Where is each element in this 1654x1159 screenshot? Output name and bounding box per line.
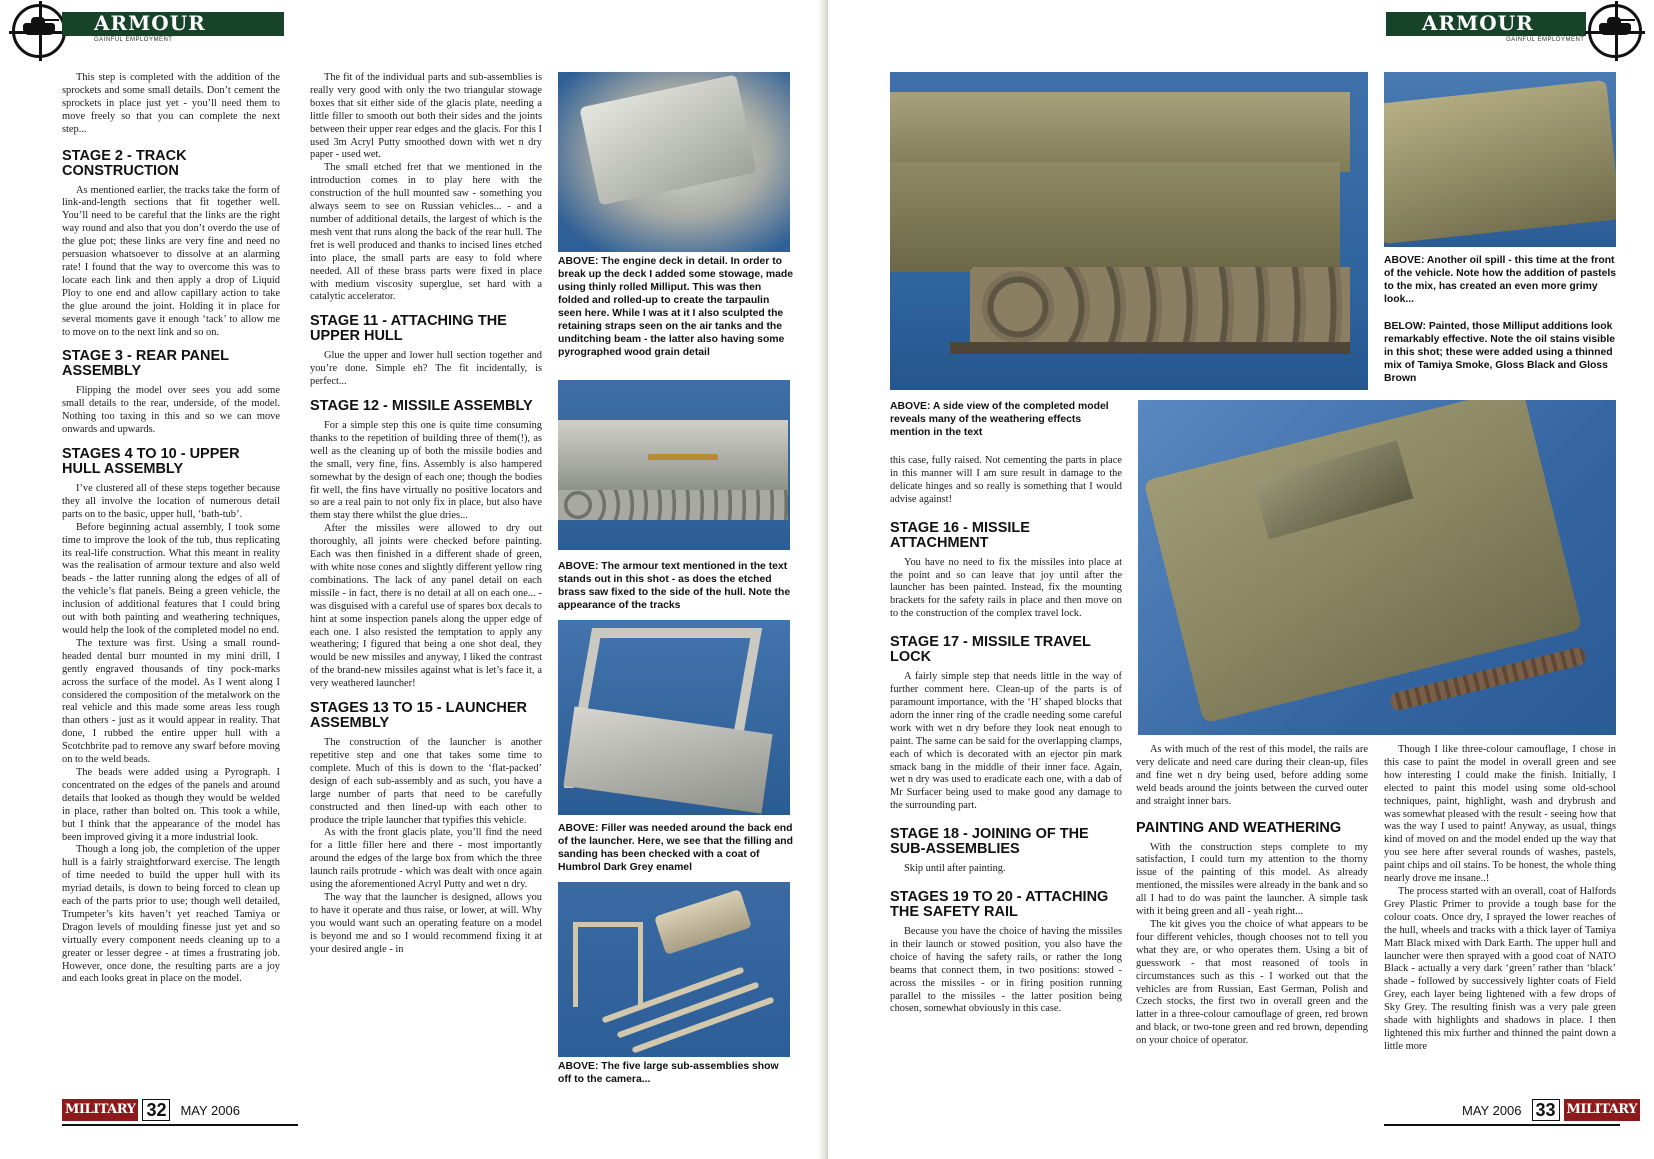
right-column-1 xyxy=(890,455,1122,1016)
stage4-body-a: I’ve clustered all of these steps together because they all involve the location of numerous detail parts on to the basic, upper hull, ‘bath-tub’. xyxy=(62,483,280,520)
stage13-body-c: The way that the launcher is designed, allows you to have it operate and thus raise, or lower, at will. Why you would want such an operating feature on a model is beyond me and so I would recommend fixing it at your desired angle - in xyxy=(310,891,542,955)
stage11-body: Glue the upper and lower hull section together and you’re done. Simple eh? The fit incidentally, is perfect... xyxy=(310,350,542,388)
camouflage-paragraph: Though I like three-colour camouflage, I chose in this case to paint the model in overall green and see how interesting I could make the finish. Initially, I elected to paint this model using some old-school techniques, paint, highlight, wash and drybrush and was somewhat pleased with the result - seeing how that was the way I used to paint! Anyway, as usual, things kind of moved on and the model ended up the way that you see here after several rounds of washes, pastels, paint chips and oil stains. To be honest, the whole thing nearly drove me insane..! xyxy=(1384,744,1616,885)
left-page xyxy=(0,0,826,1159)
painting-body: With the construction steps complete to my satisfaction, I could turn my attention to the thorny issue of the painting of this model. As already mentioned, the missiles were already in the bank and so all I had to do was paint the launcher. A simple task with it being green and all - yeah right... xyxy=(1136,841,1368,918)
right-column-3 xyxy=(1384,744,1616,1054)
launcher-photo xyxy=(558,620,790,815)
issue-date: MAY 2006 xyxy=(180,1102,240,1118)
fit-paragraph: The fit of the individual parts and sub-assemblies is really very good with only the two triangular stowage boxes that sit either side of the glacis plate, needing a little filler to smooth out both their sides and the joints between their upper rear edges and the glacis. For this I used 3m Acryl Putty smoothed down with wet n dry paper - used wet. xyxy=(310,72,542,161)
left-column-2 xyxy=(310,72,542,956)
hull-side-photo xyxy=(558,380,790,550)
crosshair-tank-icon xyxy=(12,4,66,58)
stage19-body: Because you have the choice of having the missiles in their launch or stowed position, you also have the choice of having the safety rails, or rather the long beams that connect them, in two positions: stowed - across the missiles - or in firing position running parallel to the missiles - the latter position being chosen, somewhat obviously in this case. xyxy=(890,926,1122,1015)
left-column-1 xyxy=(62,72,280,986)
side-view-caption: ABOVE: A side view of the completed model reveals many of the weathering effects mention in the text xyxy=(890,401,1109,438)
page-number: 33 xyxy=(1532,1099,1560,1121)
engine-deck-caption: ABOVE: The engine deck in detail. In order to break up the deck I added some stowage, made using thinly rolled Milliput. This was then folded and rolled-up to create the tarpaulin seen here. While I was at it I also sculpted the retaining straps seen on the air tanks and the unditching beam - the latter also having some pyrographed wood grain detail xyxy=(558,256,794,358)
section-subtitle: GAINFUL EMPLOYMENT xyxy=(94,37,173,43)
section-title: ARMOUR xyxy=(94,11,206,35)
section-subtitle: GAINFUL EMPLOYMENT xyxy=(1506,37,1585,43)
section-header xyxy=(62,11,284,43)
rear-deck-photo xyxy=(1138,400,1616,735)
stage2-body: As mentioned earlier, the tracks take the form of link-and-length sections that fit together well. You’ll need to be careful that the links are the right way round and also that you don’t overdo the use of the glue pot; these links are very fine and need no persuasion whatsoever to dissolve at an alarming rate! I found that the way to overcome this was to locate each link and then apply a drop of Liquid Ploy to one end and allow capillary action to take the glue around the joint. Holding it in place for several moments gave it enough ‘tack’ to allow me to move on to the next link and so on. xyxy=(62,184,280,338)
stage17-heading: STAGE 17 - MISSILE TRAVEL LOCK xyxy=(890,634,1091,666)
stage16-body: You have no need to fix the missiles into place at the point and so can leave that joy until after the launcher has been painted. Instead, fix the mounting brackets for the safety rails in place and then move on to the construction of the complex travel lock. xyxy=(890,556,1122,620)
etched-fret-paragraph: The small etched fret that we mentioned in the introduction comes in to play here with the construction of the hull mounted saw - something you always seem to see on Russian vehicles... - and a number of additional details, the largest of which is the mesh vent that runs along the back of the rear hull. The fret is well produced and thanks to incised lines etched into place, the small parts are easy to fold where needed. All of these brass parts were fixed in place with medium viscosity superglue, set hard with a catalytic accelerator. xyxy=(310,162,542,303)
painted-model-caption: BELOW: Painted, those Milliput additions look remarkably effective. Note the oil stains visible in this shot; these were added using a thinned mix of Tamiya Smoke, Gloss Black and Gloss Brown xyxy=(1384,321,1615,384)
stage16-heading: STAGE 16 - MISSILE ATTACHMENT xyxy=(890,519,1030,551)
page-number: 32 xyxy=(142,1099,170,1121)
launcher-caption: ABOVE: Filler was needed around the back end of the launcher. Here, we see that the filling and sanding has been checked with a coat of Humbrol Dark Grey enamel xyxy=(558,823,793,873)
stage13-body-b: As with the front glacis plate, you’ll find the need for a little filler here and there - most importantly around the edges of the large box from which the three launch rails protrude - which was dealt with once again using the aforementioned Acryl Putty and wet n dry. xyxy=(310,827,542,891)
right-column-2 xyxy=(1136,744,1368,1048)
stage12-heading: STAGE 12 - MISSILE ASSEMBLY xyxy=(310,398,533,415)
section-title: ARMOUR xyxy=(1422,11,1534,35)
footer-left xyxy=(62,1099,240,1121)
sub-assemblies-caption: ABOVE: The five large sub-assemblies show off to the camera... xyxy=(558,1061,779,1085)
stage13-heading: STAGES 13 TO 15 - LAUNCHER ASSEMBLY xyxy=(310,700,528,732)
stage3-body: Flipping the model over sees you add some small details to the rear, underside, of the model. Nothing too taxing in this and so we can move onwards and upwards. xyxy=(62,385,280,436)
stage19-heading: STAGES 19 TO 20 - ATTACHING THE SAFETY RAIL xyxy=(890,889,1109,921)
stage3-heading: STAGE 3 - REAR PANEL ASSEMBLY xyxy=(62,348,229,380)
stage4-heading: STAGES 4 TO 10 - UPPER HULL ASSEMBLY xyxy=(62,446,240,478)
stage4-body-c: The texture was first. Using a small round-headed dental burr mounted in my mini drill, I gently engraved thousands of tiny pock-marks across the surface of the model. As I went along I considered the composition of the metalwork on the real vehicle and this made some areas less rough than others - just as it would appear in reality. That done, I rubbed the entire upper hull with a Scotchbrite pad to remove any swarf before moving on to the weld beads. xyxy=(62,637,280,766)
front-oil-spill-photo xyxy=(1384,72,1616,247)
engine-deck-photo xyxy=(558,72,790,252)
sub-assemblies-photo xyxy=(558,882,790,1057)
footer-rule xyxy=(62,1124,298,1126)
stage4-body-d: The beads were added using a Pyrograph. I concentrated on the edges of the panels and around details that looked as though they would be welded in place, rather than bolted on. This took a while, but I think that the appearance of the model has been improved giving it a more industrial look. xyxy=(62,766,280,843)
crosshair-tank-icon xyxy=(1588,4,1642,58)
magazine-logo: MILITARY xyxy=(1564,1099,1640,1121)
rails-paragraph: As with much of the rest of this model, the rails are very delicate and need care during their clean-up, files and fine wet n dry being used, before adding some weld beads around the joints between the curved outer and straight inner bars. xyxy=(1136,744,1368,807)
stage11-heading: STAGE 11 - ATTACHING THE UPPER HULL xyxy=(310,313,507,345)
stage12-body-a: For a simple step this one is quite time consuming thanks to the repetition of building three of them(!), as well as the cleaning up of both the missile bodies and the small, very fine, fins. Assembly is also hampered somewhat by the design of each one; though the bodies fit well, the fins have virtually no positive locators and so are a real pain to not only fix in place, but also have them stay there whilst the glue dries... xyxy=(310,420,542,522)
stage18-heading: STAGE 18 - JOINING OF THE SUB-ASSEMBLIES xyxy=(890,826,1089,858)
footer-right xyxy=(1462,1099,1640,1121)
stage4-body-b: Before beginning actual assembly, I took some time to improve the look of the tub, thus replicating its real-life construction. What this meant in reality was the realisation of armour texture and also weld beads - the latter running along the edges of all of the vehicle’s flat panels. Being a green vehicle, the inclusion of additional features that I could bring out with both painting and weathering techniques, would help the look of the completed model no end. xyxy=(62,521,280,636)
section-header xyxy=(1386,11,1586,43)
issue-date: MAY 2006 xyxy=(1462,1102,1522,1118)
painting-heading: PAINTING AND WEATHERING xyxy=(1136,819,1342,836)
painting-body-2: The kit gives you the choice of what appears to be four different vehicles, though chooses not to tell you what they are, or who operates them. Using a bit of guesswork - that most reasoned of tools in circumstances such as this - I worked out that the vehicles are from Russian, East German, Polish and Czech stocks, the first two in overall green and the latter in a three-colour camouflage of green, red brown and black, or two-tone green and red brown, depending on your choice of operator. xyxy=(1136,918,1368,1047)
stage13-body-a: The construction of the launcher is another repetitive step and one that takes some time to complete. Much of this is down to the ‘flat-packed’ design of each sub-assembly and as such, you have a large number of parts that need to be carefully constructed and then lined-up with each other to produce the triple launcher that typifies this vehicle. xyxy=(310,737,542,826)
stage4-body-e: Though a long job, the completion of the upper hull is a fairly straightforward exercise. The length of time needed to build the upper hull with its myriad details, is down to being forced to clean up each of the parts prior to use; though well detailed, Trumpeter’s kits haven’t yet reached Tamiya or Dragon levels of moulding finesse just yet and so virtually every component needs cleaning up to a greater or lesser degree - at times a frustrating job. However, once done, the resulting parts are a joy and each looks great in place on the model. xyxy=(62,844,280,985)
side-view-photo xyxy=(890,72,1368,390)
stage18-body: Skip until after painting. xyxy=(904,863,1006,875)
intro-paragraph: This step is completed with the addition of the sprockets and some small details. Don’t cement the sprockets in place just yet - you’ll need them to move freely so that you can complete the next step... xyxy=(62,72,280,135)
magazine-logo: MILITARY xyxy=(62,1099,138,1121)
stage2-heading: STAGE 2 - TRACK CONSTRUCTION xyxy=(62,147,187,179)
footer-rule xyxy=(1384,1124,1620,1126)
front-oil-spill-caption: ABOVE: Another oil spill - this time at the front of the vehicle. Note how the addition of pastels to the mix, has created an even more grimy look... xyxy=(1384,255,1617,305)
right-page xyxy=(828,0,1654,1159)
process-paragraph: The process started with an overall, coat of Halfords Grey Plastic Primer to provide a tough base for the colour coats. Once dry, I sprayed the lower reaches of the hull, wheels and tracks with a thick layer of Tamiya Matt Black mixed with Dark Earth. The upper hull and launcher were then sprayed with a good coat of NATO Black - actually a very dark ‘green’ rather than ‘black’ shade - followed by successively lighter coats of Field Grey, each layer being lightened with a few drops of Sky Grey. The resulting finish was a very pale green shade with highlights and shadows in place. I then lightened this mix further and thinned the paint down a little more xyxy=(1384,885,1616,1052)
hull-side-caption: ABOVE: The armour text mentioned in the text stands out in this shot - as does the etched brass saw fixed to the side of the hull. Note the appearance of the tracks xyxy=(558,561,791,611)
stage17-body: A fairly simple step that needs little in the way of further comment here. Clean-up of the parts is of paramount importance, with the ‘H’ shaped blocks that adorn the inner ring of the cradle needing some careful work with wet n dry before they look neat enough to paint. The same can be said for the overlapping clamps, each of which is decorated with an ejector pin mark smack bang in the middle of their inner face. Again, wet n dry was used to eradicate each one, with a dab of Mr Surfacer being used to make good any damage to the surrounding part. xyxy=(890,671,1122,812)
stage12-body-b: After the missiles were allowed to dry out thoroughly, all joints were checked before painting. Each was then finished in a different shade of green, with white nose cones and slightly different yellow ring combinations. The lack of any panel detail on each missile - in fact, there is no detail at all on each one... - was disguised with a careful use of spares box decals to hint at some inspection panels along the upper edge of each one. I also resisted the temptation to apply any weathering; I figured that being a one shot deal, they would be new missiles and anyway, I liked the contrast of the brand-new missiles against what is let’s face it, a very weathered launcher! xyxy=(310,523,542,690)
continued-paragraph: this case, fully raised. Not cementing the parts in place in this manner will I am sure result in damage to the delicate hinges and so really is something that I would advise against! xyxy=(890,455,1122,505)
